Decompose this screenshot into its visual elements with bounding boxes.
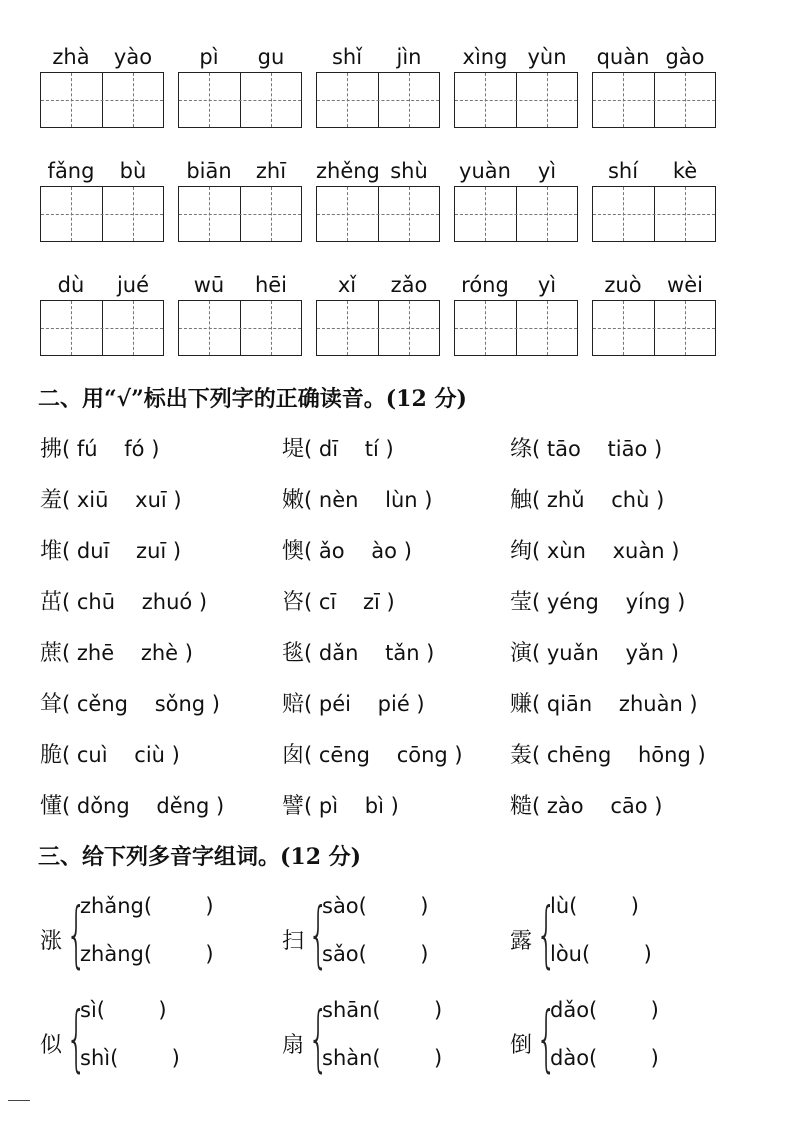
pinyin-options[interactable]: ( cī zī )	[304, 590, 395, 614]
pinyin-options[interactable]: ( xiū xuī )	[62, 488, 182, 512]
brace-symbol: {	[536, 996, 557, 1080]
tianzige-writing-grid[interactable]	[454, 72, 578, 128]
polyphone-character: 露	[510, 929, 533, 954]
character: 囱	[282, 743, 305, 768]
pinyin-syllable: fǎng	[47, 159, 95, 183]
pinyin-syllable: shí	[607, 159, 639, 183]
character: 堆	[40, 539, 63, 564]
polyphone-group	[282, 998, 522, 1088]
pronunciation-item	[510, 636, 679, 667]
polyphone-group	[40, 894, 280, 984]
pronunciation-item	[282, 585, 395, 616]
tianzige-writing-grid[interactable]	[178, 300, 302, 356]
pinyin-syllable: zǎo	[390, 273, 428, 297]
pinyin-options[interactable]: ( dǒng děng )	[62, 794, 225, 818]
section-3-heading: 三、给下列多音字组词。(12 分)	[38, 844, 362, 870]
brace-symbol: {	[308, 996, 329, 1080]
word-writing-block	[454, 158, 579, 268]
tianzige-writing-grid[interactable]	[316, 186, 440, 242]
pinyin-row	[0, 158, 794, 268]
polyphone-character: 扫	[282, 929, 305, 954]
character: 脆	[40, 743, 63, 768]
pinyin-options[interactable]: ( péi pié )	[304, 692, 425, 716]
word-writing-block	[316, 158, 441, 268]
reading-blank[interactable]: zhàng( )	[80, 942, 214, 966]
character: 堤	[282, 437, 305, 462]
word-writing-block	[454, 44, 579, 154]
pinyin-syllable: yì	[537, 273, 557, 297]
pinyin-options[interactable]: ( zhē zhè )	[62, 641, 193, 665]
pinyin-syllable: pì	[199, 45, 219, 69]
pinyin-syllable: zuò	[604, 273, 642, 297]
character: 拂	[40, 437, 63, 462]
character: 懂	[40, 794, 63, 819]
pinyin-syllable: yuàn	[459, 159, 511, 183]
reading-blank[interactable]: sì( )	[80, 998, 167, 1022]
reading-blank[interactable]: lù( )	[550, 894, 639, 918]
pinyin-options[interactable]: ( pì bì )	[304, 794, 399, 818]
pinyin-options[interactable]: ( duī zuī )	[62, 539, 182, 563]
word-writing-block	[316, 272, 441, 382]
character: 赚	[510, 692, 533, 717]
word-writing-block	[40, 272, 165, 382]
polyphone-character: 涨	[40, 929, 63, 954]
polyphone-character: 似	[40, 1033, 63, 1058]
character: 嫩	[282, 488, 305, 513]
reading-blank[interactable]: shì( )	[80, 1046, 180, 1070]
character: 毯	[282, 641, 305, 666]
pinyin-syllable: hēi	[254, 273, 288, 297]
character: 轰	[510, 743, 533, 768]
pinyin-syllable: wū	[193, 273, 225, 297]
word-writing-block	[592, 272, 717, 382]
pinyin-syllable: róng	[461, 273, 509, 297]
pinyin-syllable: wèi	[667, 273, 703, 297]
reading-blank[interactable]: sào( )	[322, 894, 429, 918]
polyphone-group	[510, 998, 750, 1088]
pronunciation-item	[510, 534, 679, 565]
pronunciation-item	[40, 738, 180, 769]
word-writing-block	[592, 158, 717, 268]
character: 赔	[282, 692, 305, 717]
tianzige-writing-grid[interactable]	[40, 186, 164, 242]
pronunciation-item	[40, 534, 181, 565]
pronunciation-item	[40, 636, 193, 667]
character: 懊	[282, 539, 305, 564]
pronunciation-item	[282, 534, 412, 565]
reading-blank[interactable]: shān( )	[322, 998, 443, 1022]
pronunciation-item	[40, 687, 220, 718]
character: 羞	[40, 488, 63, 513]
pronunciation-item	[282, 687, 425, 718]
pinyin-syllable: shǐ	[331, 45, 363, 69]
word-writing-block	[40, 158, 165, 268]
pinyin-syllable: kè	[672, 159, 698, 183]
pinyin-syllable: biān	[186, 159, 232, 183]
word-writing-block	[40, 44, 165, 154]
polyphone-character: 扇	[282, 1033, 305, 1058]
word-writing-block	[178, 44, 303, 154]
pronunciation-item	[282, 738, 463, 769]
tianzige-writing-grid[interactable]	[592, 300, 716, 356]
character: 莹	[510, 590, 533, 615]
character: 茁	[40, 590, 63, 615]
brace-symbol: {	[66, 892, 87, 976]
pronunciation-item	[282, 432, 394, 463]
pronunciation-item	[40, 585, 207, 616]
polyphone-character: 倒	[510, 1033, 533, 1058]
pinyin-options[interactable]: ( dī tí )	[304, 437, 394, 461]
pinyin-syllable: yì	[537, 159, 557, 183]
pinyin-options[interactable]: ( chēng hōng )	[532, 743, 706, 767]
pinyin-syllable: zhī	[255, 159, 287, 183]
pronunciation-item	[510, 738, 706, 769]
pinyin-syllable: shù	[390, 159, 428, 183]
reading-blank[interactable]: dào( )	[550, 1046, 659, 1070]
polyphone-group	[40, 998, 280, 1088]
pronunciation-item	[40, 483, 182, 514]
pronunciation-item	[510, 483, 664, 514]
brace-symbol: {	[308, 892, 329, 976]
pinyin-options[interactable]: ( yéng yíng )	[532, 590, 686, 614]
pinyin-syllable: gu	[257, 45, 285, 69]
pinyin-syllable: jué	[116, 273, 150, 297]
pinyin-options[interactable]: ( chū zhuó )	[62, 590, 208, 614]
pronunciation-item	[510, 585, 685, 616]
character: 耸	[40, 692, 63, 717]
word-writing-block	[454, 272, 579, 382]
pinyin-options[interactable]: ( cuì ciù )	[62, 743, 180, 767]
character: 绦	[510, 437, 533, 462]
section-2-heading: 二、用“√”标出下列字的正确读音。(12 分)	[38, 386, 467, 412]
tianzige-writing-grid[interactable]	[454, 300, 578, 356]
character: 咨	[282, 590, 305, 615]
reading-blank[interactable]: sǎo( )	[322, 942, 429, 966]
tianzige-writing-grid[interactable]	[592, 72, 716, 128]
tianzige-writing-grid[interactable]	[178, 72, 302, 128]
pinyin-options[interactable]: ( qiān zhuàn )	[532, 692, 698, 716]
pinyin-row	[0, 44, 794, 154]
pronunciation-item	[40, 789, 224, 820]
word-writing-block	[178, 158, 303, 268]
pinyin-syllable: yùn	[527, 45, 567, 69]
pinyin-syllable: zhà	[52, 45, 90, 69]
pinyin-options[interactable]: ( zào cāo )	[532, 794, 663, 818]
pinyin-options[interactable]: ( cěng sǒng )	[62, 692, 220, 716]
pinyin-options[interactable]: ( xùn xuàn )	[532, 539, 680, 563]
pinyin-syllable: dù	[57, 273, 85, 297]
character: 触	[510, 488, 533, 513]
pinyin-syllable: gào	[665, 45, 705, 69]
brace-symbol: {	[536, 892, 557, 976]
word-writing-block	[178, 272, 303, 382]
pinyin-syllable: quàn	[596, 45, 650, 69]
pinyin-options[interactable]: ( cēng cōng )	[304, 743, 463, 767]
word-writing-block	[592, 44, 717, 154]
tianzige-writing-grid[interactable]	[40, 300, 164, 356]
pinyin-syllable: xìng	[462, 45, 508, 69]
reading-blank[interactable]: shàn( )	[322, 1046, 443, 1070]
pronunciation-item	[510, 789, 662, 820]
tianzige-writing-grid[interactable]	[316, 72, 440, 128]
pinyin-syllable: zhěng	[316, 159, 380, 183]
reading-blank[interactable]: dǎo( )	[550, 998, 659, 1022]
pinyin-row	[0, 272, 794, 382]
reading-blank[interactable]: zhǎng( )	[80, 894, 214, 918]
pinyin-options[interactable]: ( zhǔ chù )	[532, 488, 665, 512]
brace-symbol: {	[66, 996, 87, 1080]
tianzige-writing-grid[interactable]	[592, 186, 716, 242]
pinyin-options[interactable]: ( dǎn tǎn )	[304, 641, 435, 665]
pinyin-options[interactable]: ( yuǎn yǎn )	[532, 641, 679, 665]
character: 譬	[282, 794, 305, 819]
pinyin-syllable: xǐ	[337, 273, 357, 297]
character: 蔗	[40, 641, 63, 666]
pronunciation-item	[510, 687, 698, 718]
pinyin-syllable: bù	[119, 159, 147, 183]
pronunciation-item	[282, 483, 432, 514]
pinyin-syllable: jìn	[396, 45, 422, 69]
word-writing-block	[316, 44, 441, 154]
pronunciation-item	[282, 636, 434, 667]
character: 演	[510, 641, 533, 666]
pinyin-options[interactable]: ( fú fó )	[62, 437, 160, 461]
pinyin-options[interactable]: ( tāo tiāo )	[532, 437, 663, 461]
pronunciation-item	[510, 432, 662, 463]
pinyin-options[interactable]: ( ǎo ào )	[304, 539, 412, 563]
reading-blank[interactable]: lòu( )	[550, 942, 652, 966]
character: 绚	[510, 539, 533, 564]
footer-rule	[8, 1100, 30, 1101]
tianzige-writing-grid[interactable]	[316, 300, 440, 356]
pinyin-options[interactable]: ( nèn lùn )	[304, 488, 433, 512]
character: 糙	[510, 794, 533, 819]
polyphone-group	[510, 894, 750, 984]
pronunciation-item	[282, 789, 399, 820]
tianzige-writing-grid[interactable]	[454, 186, 578, 242]
pinyin-syllable: yào	[113, 45, 153, 69]
tianzige-writing-grid[interactable]	[40, 72, 164, 128]
pronunciation-item	[40, 432, 159, 463]
polyphone-group	[282, 894, 522, 984]
tianzige-writing-grid[interactable]	[178, 186, 302, 242]
